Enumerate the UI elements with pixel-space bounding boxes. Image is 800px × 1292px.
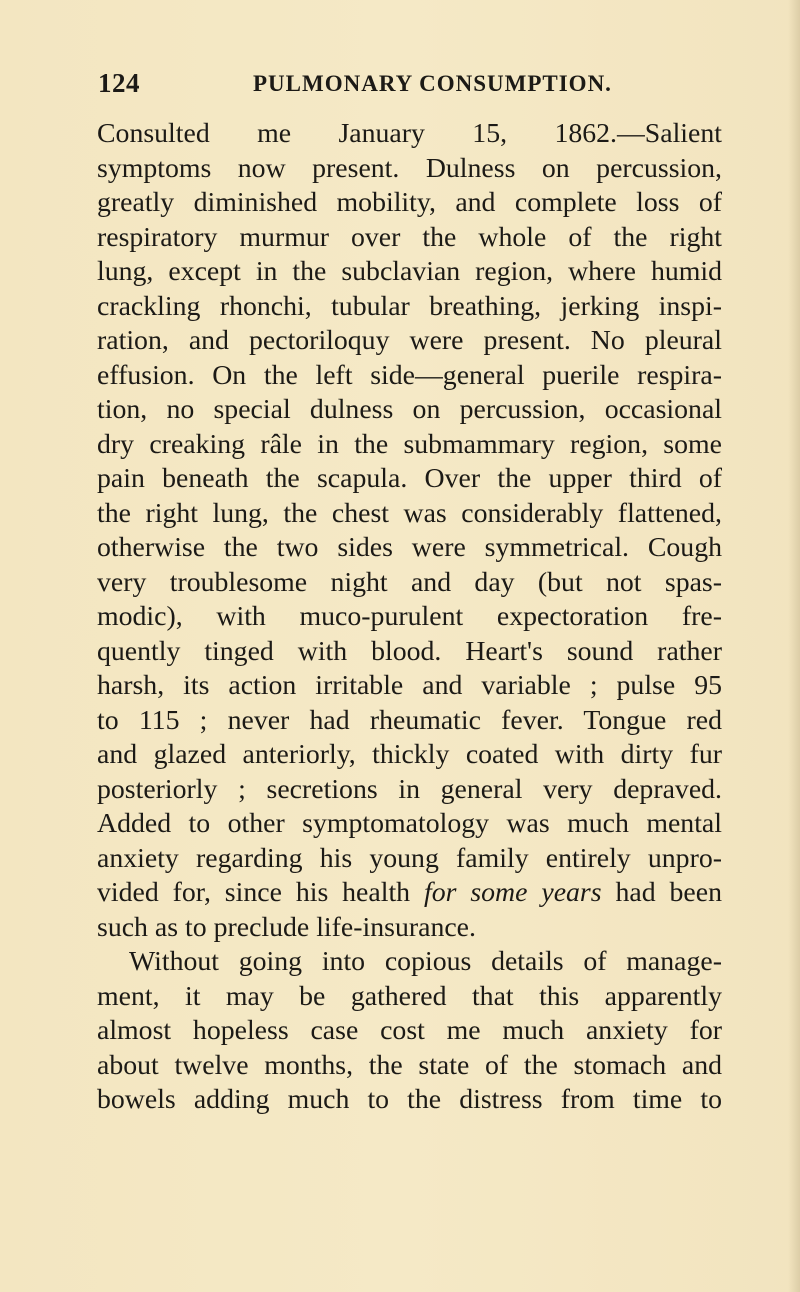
text-line: to 115 ; never had rheumatic fever. Tongue red [97,704,722,736]
text-line: posteriorly ; secretions in general very depraved. [97,773,722,805]
text-line: respiratory murmur over the whole of the right [97,221,722,253]
text-line: ration, and pectoriloquy were present. No pleural [97,325,722,356]
text-line: lung, except in the subclavian region, where humid [97,256,722,287]
text-line: crackling rhonchi, tubular breathing, jerking inspi- [97,290,722,322]
text-line: greatly diminished mobility, and complete loss of [97,187,722,218]
text-line: dry creaking râle in the submammary region, some [97,428,722,460]
text-line: Added to other symptomatology was much mental [97,808,722,839]
paragraph-start-line: Without going into copious details of manage- [129,946,722,977]
running-title: PULMONARY CONSUMPTION. [253,71,612,96]
page-number: 124 [98,68,140,98]
body-text [97,117,722,1118]
text-line: harsh, its action irritable and variable ; pulse 95 [97,670,722,701]
text-line: anxiety regarding his young family entirely unpro- [97,842,722,874]
text-line: very troublesome night and day (but not spas- [97,566,722,598]
paragraph-end-line: such as to preclude life-insurance. [97,911,476,943]
text-line: modic), with muco-purulent expectoration fre- [97,601,722,632]
text-line: tion, no special dulness on percussion, occasional [97,394,722,425]
text-segment: had been [601,877,722,908]
text-line: and glazed anteriorly, thickly coated with dirty fur [97,739,722,770]
text-line: pain beneath the scapula. Over the upper third of [97,463,722,494]
text-line: effusion. On the left side—general puerile respira- [97,359,722,391]
text-line: about twelve months, the state of the stomach and [97,1049,722,1081]
text-line: Consulted me January 15, 1862.—Salient [97,118,722,149]
italic-phrase: for some years [423,877,602,908]
running-header [98,68,658,108]
text-line: almost hopeless case cost me much anxiety for [97,1015,722,1046]
text-segment: vided for, since his health [97,877,424,908]
text-line: ment, it may be gathered that this apparently [97,980,722,1012]
text-line-with-italic [97,876,722,911]
text-line: the right lung, the chest was considerably flattened, [97,497,722,529]
text-line: quently tinged with blood. Heart's sound rather [97,635,722,667]
text-line: otherwise the two sides were symmetrical. Cough [97,532,722,563]
text-line: bowels adding much to the distress from time to [97,1084,722,1115]
page-edge-shadow [788,0,800,1292]
text-line: symptoms now present. Dulness on percussion, [97,152,722,184]
